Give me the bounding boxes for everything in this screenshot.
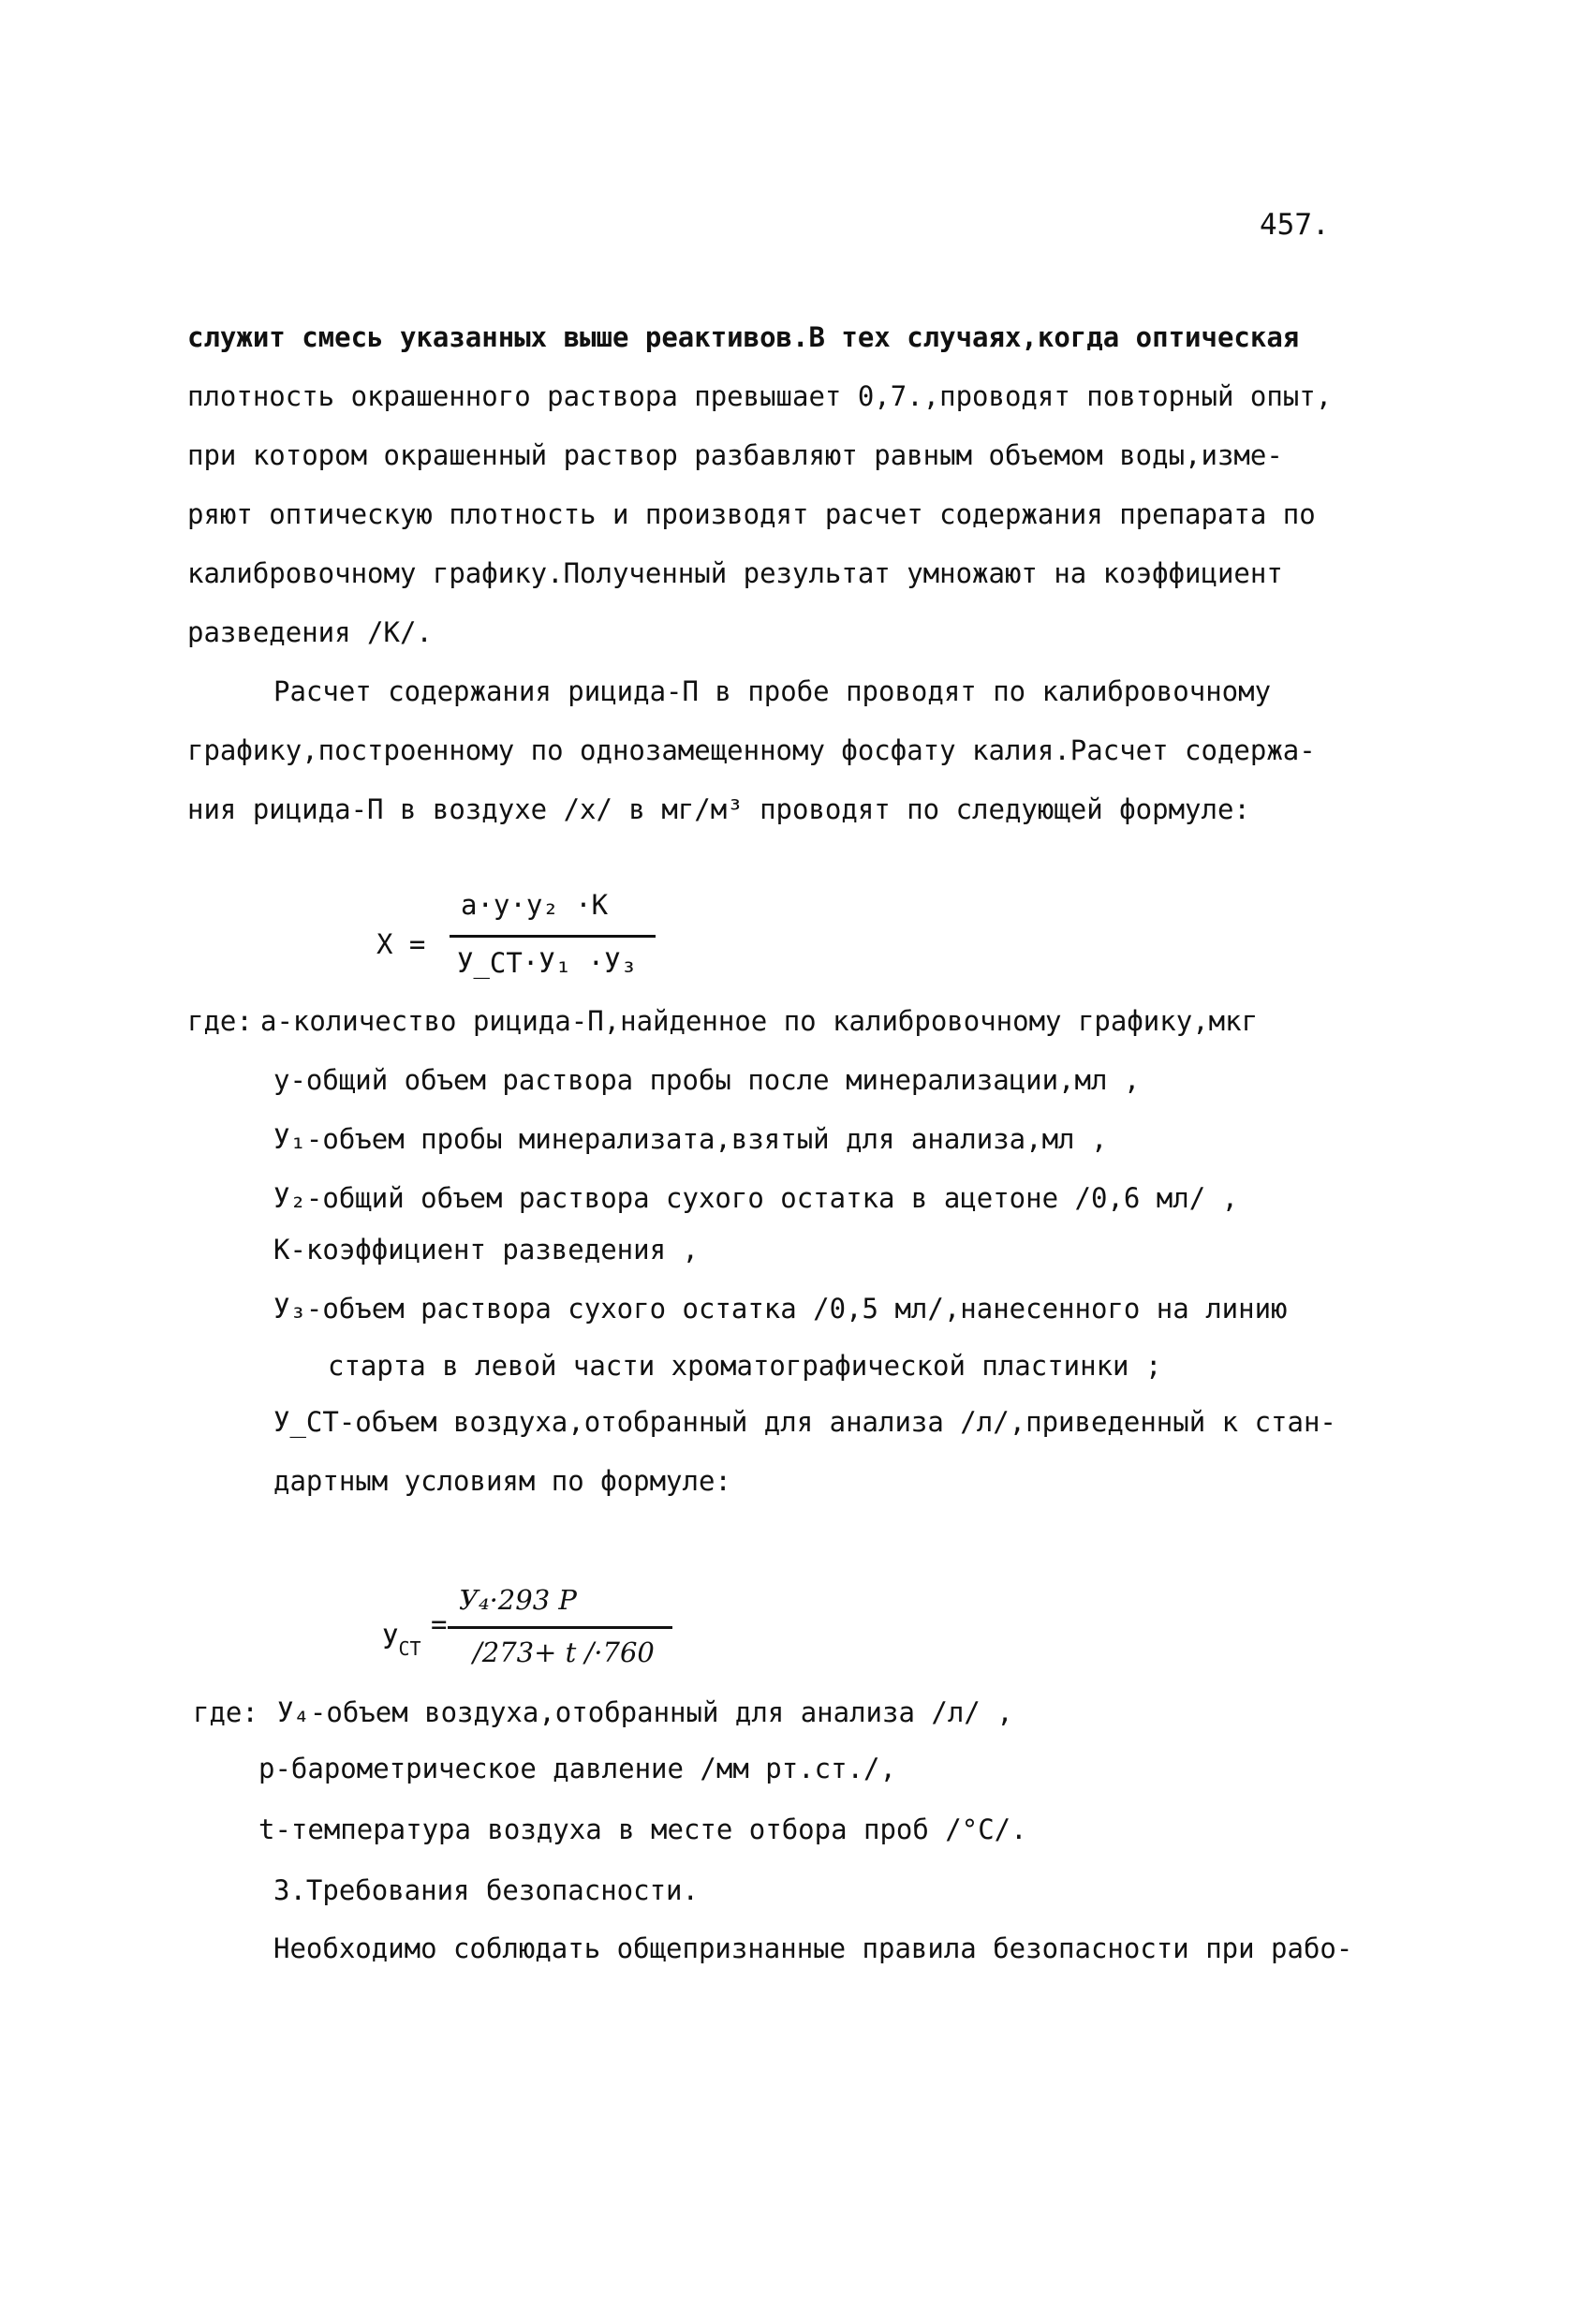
- page-number: 457.: [1260, 208, 1330, 242]
- where-2-item: t-температура воздуха в месте отбора проб /°С/.: [258, 1813, 1027, 1845]
- where-1-item: К-коэффициент разведения ,: [273, 1234, 699, 1266]
- where-2-lead: где:: [193, 1696, 258, 1728]
- section-heading: 3.Требования безопасности.: [273, 1874, 699, 1906]
- where-1-item: У₁-объем пробы минерализата,взятый для анализа,мл ,: [273, 1123, 1108, 1155]
- formula-1-lhs: X =: [376, 928, 426, 960]
- formula-2-lhs-symbol: У: [382, 1623, 399, 1655]
- where-2-item: У₄-объем воздуха,отобранный для анализа /л/ ,: [277, 1696, 1013, 1728]
- paragraph-2-line-2: графику,построенному по однозамещенному фосфату калия.Расчет содержа-: [187, 734, 1316, 766]
- where-1-item: У₂-общий объем раствора сухого остатка в ацетоне /0,6 мл/ ,: [273, 1182, 1239, 1214]
- formula-1-denominator: У_СТ·У₁ ·У₃: [457, 947, 638, 979]
- paragraph-2-line-3: ния рицида-П в воздухе /х/ в мг/м³ проводят по следующей формуле:: [187, 793, 1250, 825]
- paragraph-1-line-3: при котором окрашенный раствор разбавляют равным объемом воды,изме-: [187, 439, 1283, 471]
- where-1-item: а-количество рицида-П,найденное по калибровочному графику,мкг: [260, 1005, 1259, 1037]
- paragraph-1-line-5: калибровочному графику.Полученный результат умножают на коэффициент: [187, 557, 1283, 589]
- formula-2-lhs-subscript: СТ: [398, 1636, 421, 1660]
- where-1-item: старта в левой части хроматографической пластинки ;: [328, 1350, 1162, 1382]
- formula-1-fraction-bar: [450, 935, 656, 938]
- formula-2-equals: =: [431, 1608, 448, 1640]
- paragraph-2-line-1: Расчет содержания рицида-П в пробе проводят по калибровочному: [273, 675, 1272, 707]
- formula-2-fraction-bar: [448, 1626, 672, 1629]
- where-1-lead: где:: [187, 1005, 253, 1037]
- where-2-item: р-барометрическое давление /мм рт.ст./,: [258, 1753, 896, 1784]
- last-line: Необходимо соблюдать общепризнанные правила безопасности при рабо-: [273, 1932, 1353, 1964]
- formula-2-numerator: У₄·293 Р: [459, 1584, 577, 1616]
- where-1-item: У_СТ-объем воздуха,отобранный для анализа /л/,приведенный к стан-: [273, 1406, 1336, 1438]
- paragraph-1-line-4: ряют оптическую плотность и производят расчет содержания препарата по: [187, 498, 1316, 530]
- paragraph-1-line-2: плотность окрашенного раствора превышает 0,7.,проводят повторный опыт,: [187, 380, 1333, 412]
- formula-2-lhs: [382, 1622, 421, 1665]
- paragraph-1-line-1: служит смесь указанных выше реактивов.В тех случаях,когда оптическая: [187, 321, 1300, 353]
- where-1-item: У₃-объем раствора сухого остатка /0,5 мл/,нанесенного на линию: [273, 1293, 1288, 1325]
- where-1-item: дартным условиям по формуле:: [273, 1465, 731, 1497]
- where-1-item: у-общий объем раствора пробы после минерализации,мл ,: [273, 1064, 1141, 1096]
- paragraph-1-line-6: разведения /К/.: [187, 616, 433, 648]
- formula-2-denominator: /273+ t /·760: [473, 1636, 655, 1668]
- formula-1-numerator: а·у·у₂ ·К: [461, 889, 609, 921]
